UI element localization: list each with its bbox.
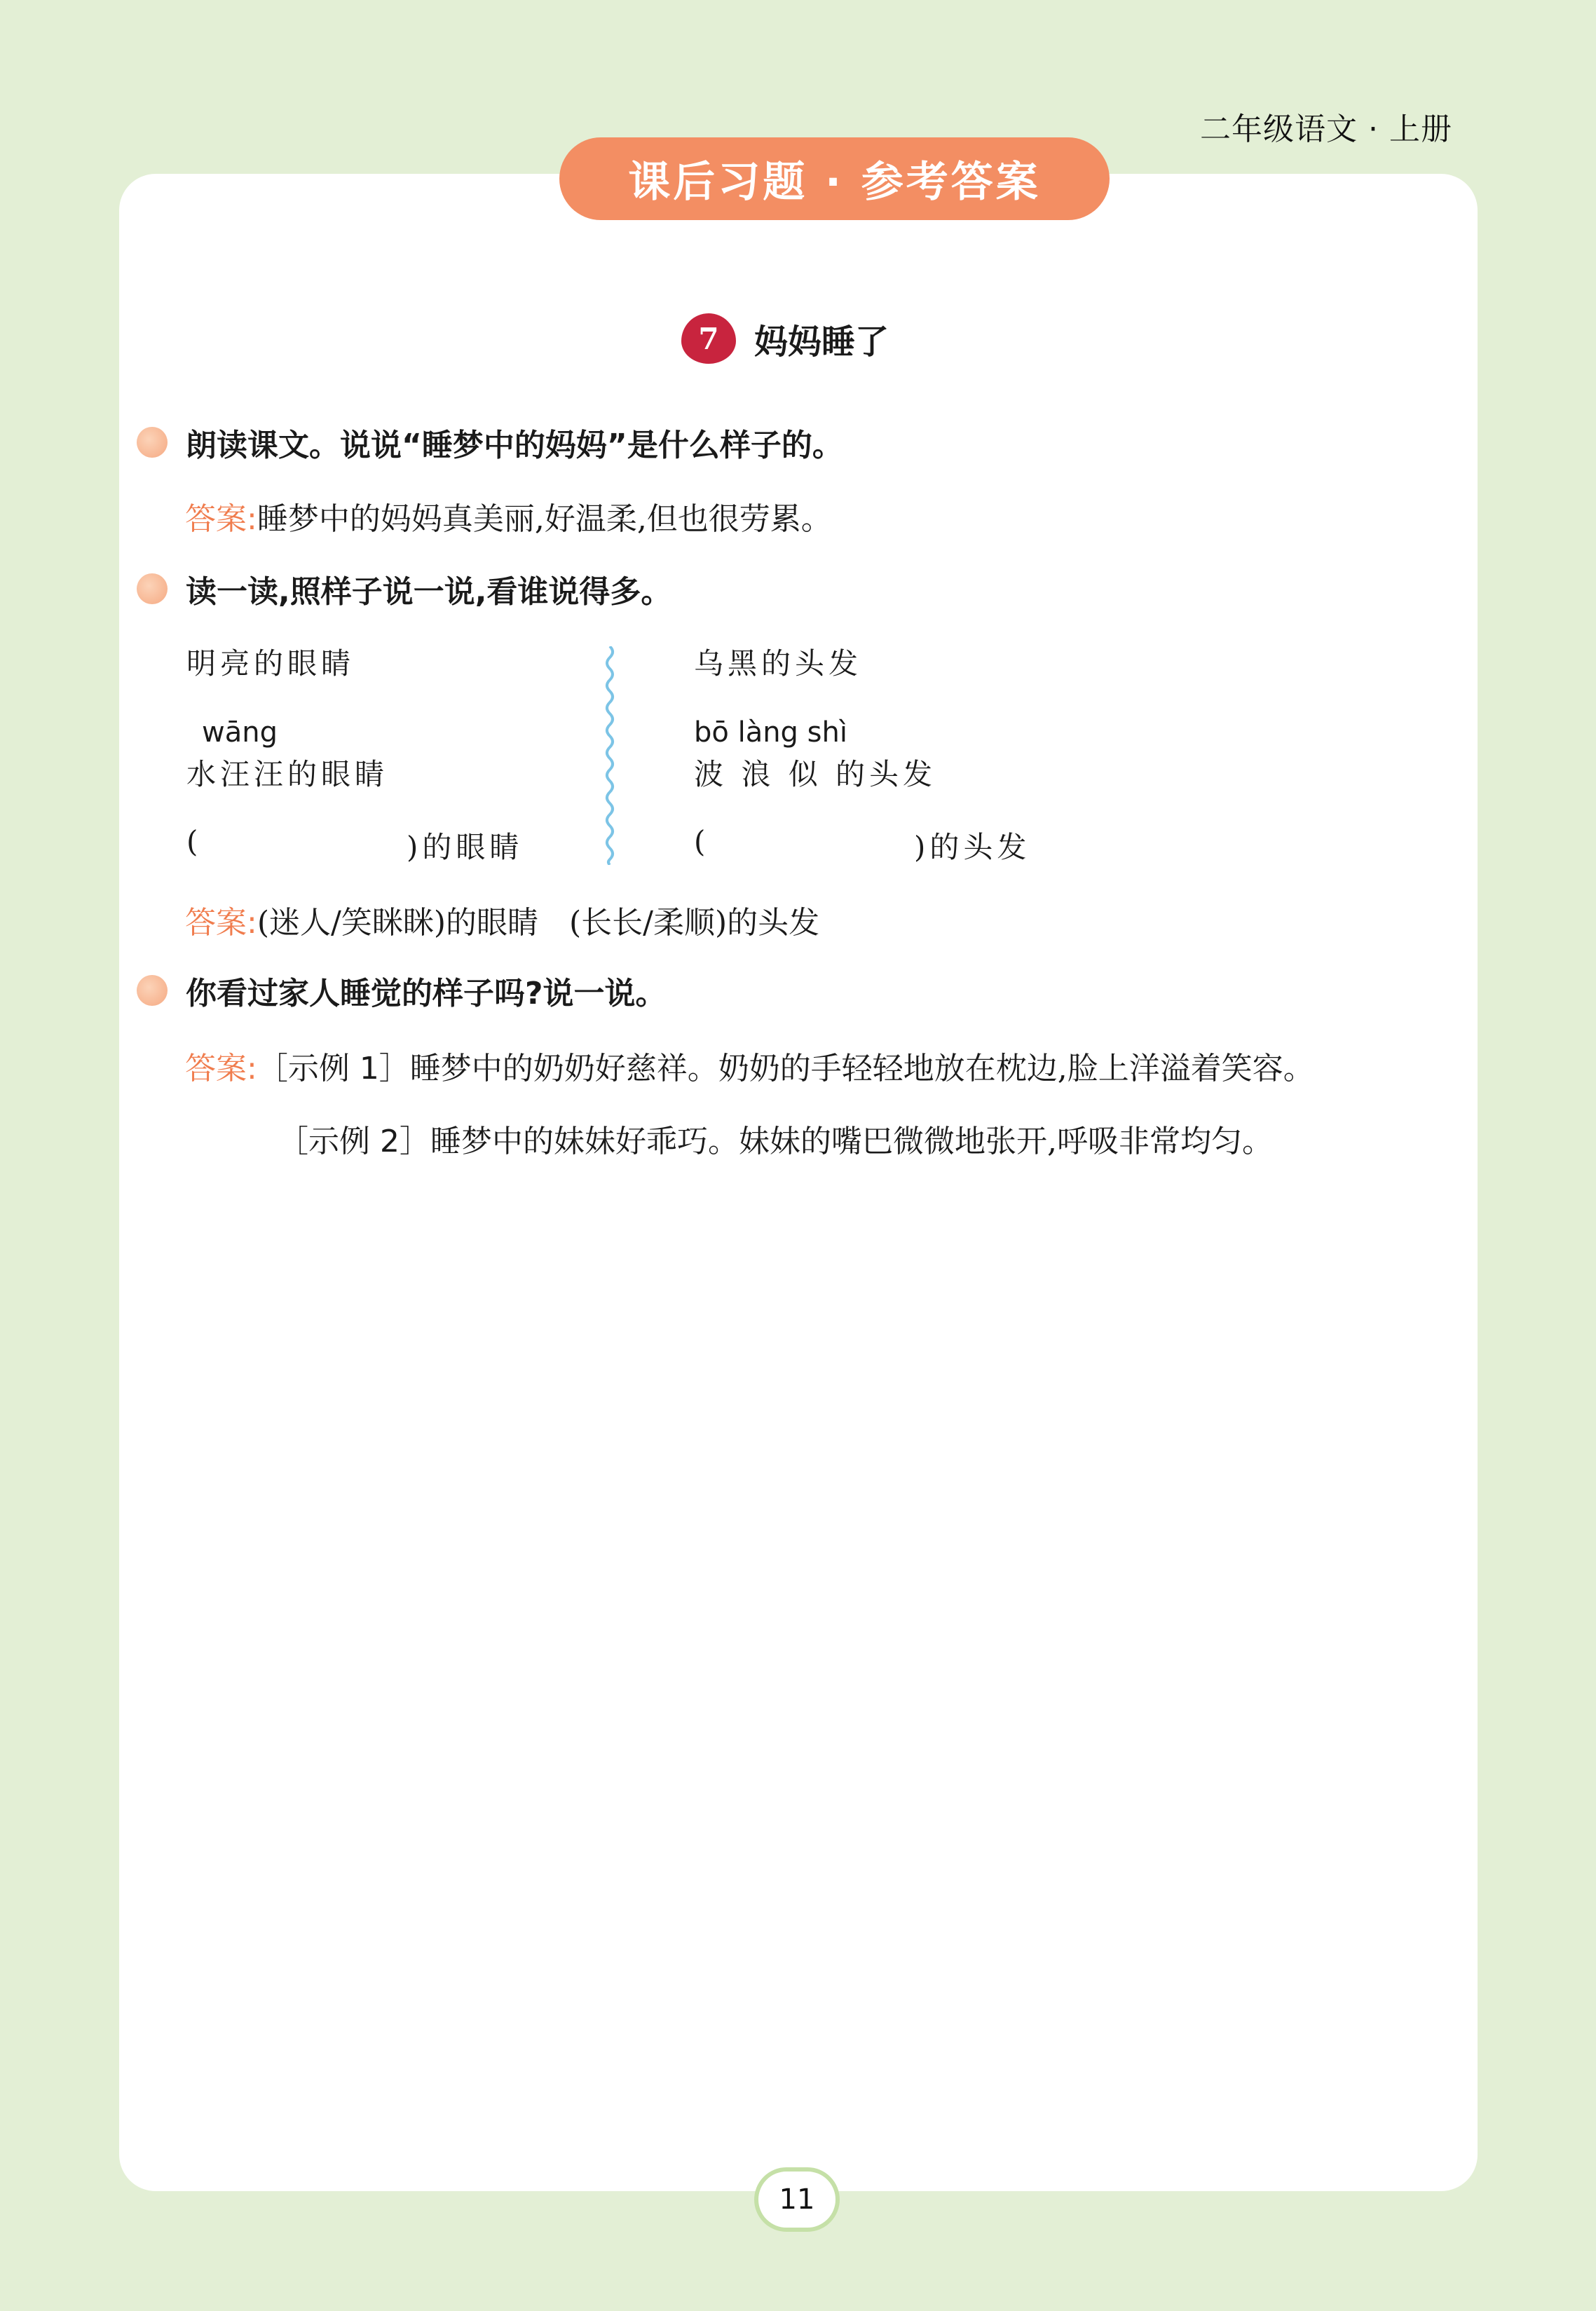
answer-1 <box>185 493 832 538</box>
left-blank-close: )的眼睛 <box>407 830 524 864</box>
example-2-label: ［示例 2］ <box>278 1124 430 1159</box>
answer-label: 答案: <box>185 905 257 941</box>
answer-label: 答案: <box>185 1051 257 1086</box>
left-pinyin: wāng <box>202 716 278 749</box>
bullet-dot-icon <box>137 427 168 458</box>
left-word-2: 水汪汪的眼睛 <box>186 757 389 791</box>
page-number: 11 <box>754 2167 840 2232</box>
right-pinyin: bō làng shì <box>694 716 847 749</box>
lesson-title: 妈妈睡了 <box>754 322 889 362</box>
question-3 <box>137 966 667 1015</box>
answer-3-example-1 <box>185 1043 1314 1088</box>
left-blank-open: ( <box>186 824 203 859</box>
bullet-dot-icon <box>137 573 168 604</box>
answer-3-example-2 <box>278 1116 1273 1161</box>
question-1 <box>137 418 843 467</box>
right-blank-close: )的头发 <box>914 830 1031 864</box>
answer-1-text: 睡梦中的妈妈真美丽,好温柔,但也很劳累。 <box>257 501 832 537</box>
example-2-text: 睡梦中的妹妹好乖巧。妹妹的嘴巴微微地张开,呼吸非常均匀。 <box>430 1124 1273 1159</box>
question-2 <box>137 564 671 613</box>
right-word-1: 乌黑的头发 <box>694 646 863 681</box>
answer-2 <box>185 897 819 942</box>
section-banner: 课后习题 · 参考答案 <box>559 137 1110 220</box>
example-1-label: ［示例 1］ <box>257 1051 410 1086</box>
left-word-1: 明亮的眼睛 <box>186 646 355 681</box>
bullet-dot-icon <box>137 975 168 1006</box>
content-card <box>119 174 1478 2191</box>
right-word-2: 波 浪 似 的头发 <box>694 757 937 791</box>
grade-label: 二年级语文 · 上册 <box>1200 111 1452 147</box>
lesson-number-badge: 7 <box>681 313 736 364</box>
question-3-text: 你看过家人睡觉的样子吗?说一说。 <box>186 976 667 1011</box>
answer-2-text: (迷人/笑眯眯)的眼睛 (长长/柔顺)的头发 <box>257 905 820 941</box>
example-1-text: 睡梦中的奶奶好慈祥。奶奶的手轻轻地放在枕边,脸上洋溢着笑容。 <box>409 1051 1314 1086</box>
answer-label: 答案: <box>185 501 257 537</box>
lesson-heading <box>681 311 889 367</box>
wavy-divider <box>601 646 618 865</box>
right-blank-open: ( <box>694 824 710 859</box>
question-2-text: 读一读,照样子说一说,看谁说得多。 <box>186 574 672 610</box>
question-1-text: 朗读课文。说说“睡梦中的妈妈”是什么样子的。 <box>186 428 843 463</box>
